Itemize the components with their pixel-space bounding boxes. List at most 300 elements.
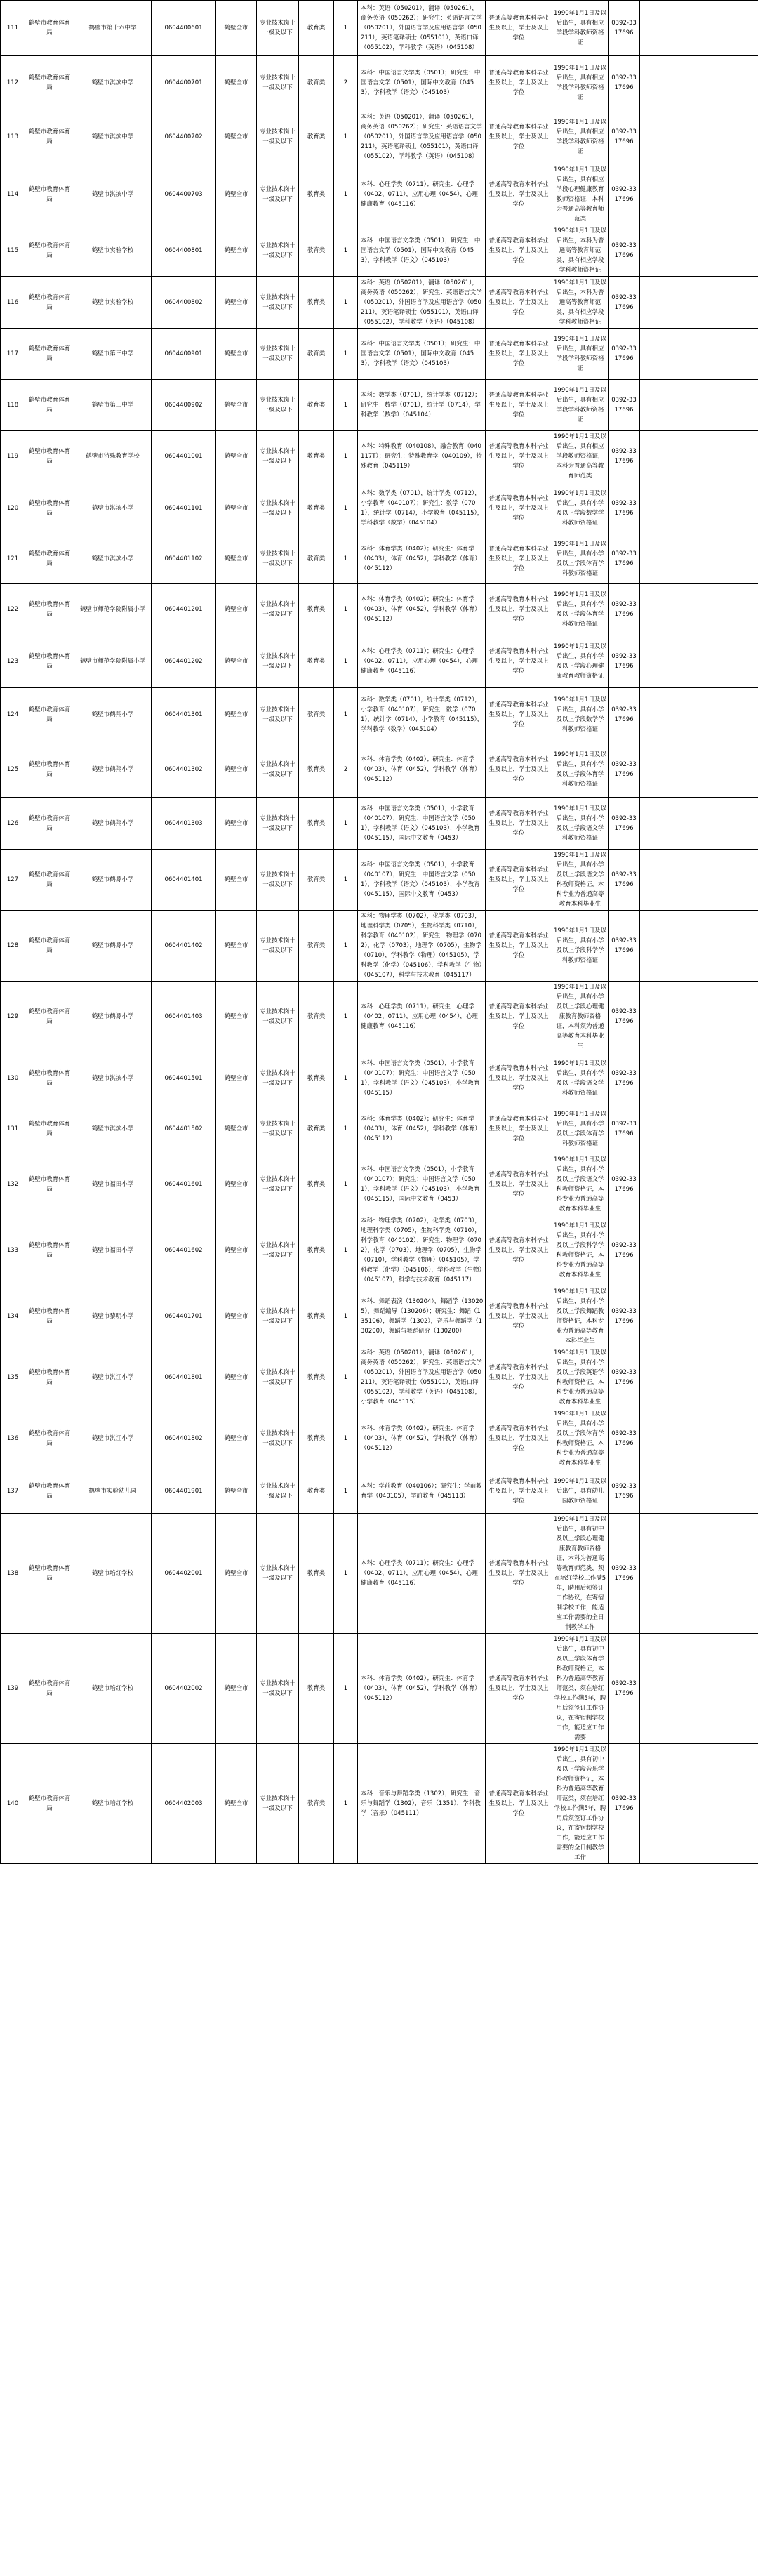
post-name: 教育类 bbox=[299, 798, 334, 850]
district-name: 鹤壁全市 bbox=[216, 584, 257, 635]
education-requirement: 普通高等教育本科毕业生及以上，学士及以上学位 bbox=[486, 635, 552, 688]
row-number: 130 bbox=[1, 1052, 25, 1104]
post-code: 0604401402 bbox=[152, 911, 216, 982]
post-code: 0604400702 bbox=[152, 110, 216, 164]
post-code: 0604401102 bbox=[152, 534, 216, 584]
unit-name: 鹤壁市黎明小学 bbox=[74, 1286, 152, 1347]
other-conditions: 1990年1月1日及以后出生，具有相应学段学科教师资格证 bbox=[552, 329, 609, 380]
post-category: 专业技术岗十一级及以下 bbox=[257, 635, 299, 688]
other-conditions: 1990年1月1日及以后出生，具有小学及以上学段科学学科教师资格证，本科专业为普通高等教育本科毕业生 bbox=[552, 1215, 609, 1286]
unit-name: 鹤壁市淇江小学 bbox=[74, 1408, 152, 1469]
major-requirement: 本科：心理学类（0711）；研究生：心理学（0402、0711），应用心理（0454），心理健康教育（045116） bbox=[358, 982, 486, 1052]
dept-name: 鹤壁市教育体育局 bbox=[25, 110, 74, 164]
empty-cell bbox=[640, 1634, 758, 1744]
row-number: 121 bbox=[1, 534, 25, 584]
contact-phone: 0392-3317696 bbox=[609, 1052, 640, 1104]
other-conditions: 1990年1月1日及以后出生，具有小学及以上学段体育学科教师资格证 bbox=[552, 741, 609, 798]
major-requirement: 本科：中国语言文学类（0501）；研究生：中国语言文学（0501），国际中文教育（0453），学科教学（语文）（045103） bbox=[358, 329, 486, 380]
contact-phone: 0392-3317696 bbox=[609, 1408, 640, 1469]
district-name: 鹤壁全市 bbox=[216, 1634, 257, 1744]
major-requirement: 本科：舞蹈表演（130204），舞蹈学（130205），舞蹈编导（130206）；研究生：舞蹈（135106），舞蹈学（1302），音乐与舞蹈学（130200），舞蹈与舞蹈研究（130200） bbox=[358, 1286, 486, 1347]
post-name: 教育类 bbox=[299, 380, 334, 431]
other-conditions: 1990年1月1日及以后出生，本科为普通高等教育师范类，具有相应学段学科教师资格证 bbox=[552, 225, 609, 277]
unit-name: 鹤壁市师范学院附属小学 bbox=[74, 584, 152, 635]
empty-cell bbox=[640, 688, 758, 741]
education-requirement: 普通高等教育本科毕业生及以上，学士及以上学位 bbox=[486, 741, 552, 798]
other-conditions: 1990年1月1日及以后出生，具有小学及以上学段语文学科教师资格证，本科专业为普通高等教育本科毕业生 bbox=[552, 850, 609, 911]
post-name: 教育类 bbox=[299, 1052, 334, 1104]
row-number: 119 bbox=[1, 431, 25, 482]
post-code: 0604401001 bbox=[152, 431, 216, 482]
post-name: 教育类 bbox=[299, 482, 334, 534]
unit-name: 鹤壁市淇滨小学 bbox=[74, 1104, 152, 1154]
row-number: 118 bbox=[1, 380, 25, 431]
contact-phone: 0392-3317696 bbox=[609, 164, 640, 225]
row-number: 122 bbox=[1, 584, 25, 635]
district-name: 鹤壁全市 bbox=[216, 1154, 257, 1215]
dept-name: 鹤壁市教育体育局 bbox=[25, 635, 74, 688]
row-number: 139 bbox=[1, 1634, 25, 1744]
empty-cell bbox=[640, 982, 758, 1052]
other-conditions: 1990年1月1日及以后出生，具有小学及以上学段舞蹈教师资格证，本科专业为普通高等教育本科毕业生 bbox=[552, 1286, 609, 1347]
headcount: 1 bbox=[334, 431, 358, 482]
other-conditions: 1990年1月1日及以后出生，具有小学及以上学段英语学科教师资格证，本科专业为普通高等教育本科毕业生 bbox=[552, 1347, 609, 1408]
table-row bbox=[1, 1286, 758, 1347]
post-category: 专业技术岗十一级及以下 bbox=[257, 110, 299, 164]
district-name: 鹤壁全市 bbox=[216, 1514, 257, 1634]
unit-name: 鹤壁市福田小学 bbox=[74, 1154, 152, 1215]
post-name: 教育类 bbox=[299, 110, 334, 164]
unit-name: 鹤壁市实验学校 bbox=[74, 225, 152, 277]
post-name: 教育类 bbox=[299, 982, 334, 1052]
education-requirement: 普通高等教育本科毕业生及以上，学士及以上学位 bbox=[486, 1104, 552, 1154]
dept-name: 鹤壁市教育体育局 bbox=[25, 1514, 74, 1634]
other-conditions: 1990年1月1日及以后出生，具有小学及以上学段数学学科教师资格证 bbox=[552, 482, 609, 534]
table-row bbox=[1, 1347, 758, 1408]
row-number: 127 bbox=[1, 850, 25, 911]
education-requirement: 普通高等教育本科毕业生及以上，学士及以上学位 bbox=[486, 225, 552, 277]
dept-name: 鹤壁市教育体育局 bbox=[25, 798, 74, 850]
contact-phone: 0392-3317696 bbox=[609, 277, 640, 329]
district-name: 鹤壁全市 bbox=[216, 911, 257, 982]
row-number: 120 bbox=[1, 482, 25, 534]
post-code: 0604400701 bbox=[152, 56, 216, 110]
contact-phone: 0392-3317696 bbox=[609, 1286, 640, 1347]
contact-phone: 0392-3317696 bbox=[609, 798, 640, 850]
post-code: 0604402001 bbox=[152, 1514, 216, 1634]
post-name: 教育类 bbox=[299, 225, 334, 277]
contact-phone: 0392-3317696 bbox=[609, 1634, 640, 1744]
education-requirement: 普通高等教育本科毕业生及以上，学士及以上学位 bbox=[486, 982, 552, 1052]
table-row bbox=[1, 534, 758, 584]
post-code: 0604402003 bbox=[152, 1744, 216, 1864]
other-conditions: 1990年1月1日及以后出生，具有小学及以上学段体育学科教师资格证 bbox=[552, 534, 609, 584]
post-code: 0604401501 bbox=[152, 1052, 216, 1104]
row-number: 129 bbox=[1, 982, 25, 1052]
other-conditions: 1990年1月1日及以后出生，具有幼儿园教师资格证 bbox=[552, 1469, 609, 1514]
post-code: 0604401401 bbox=[152, 850, 216, 911]
headcount: 2 bbox=[334, 741, 358, 798]
contact-phone: 0392-3317696 bbox=[609, 635, 640, 688]
post-name: 教育类 bbox=[299, 1469, 334, 1514]
district-name: 鹤壁全市 bbox=[216, 534, 257, 584]
post-category: 专业技术岗十一级及以下 bbox=[257, 534, 299, 584]
post-category: 专业技术岗十一级及以下 bbox=[257, 911, 299, 982]
table-row bbox=[1, 1634, 758, 1744]
major-requirement: 本科：特殊教育（040108），融合教育（040117T）；研究生：特殊教育学（040109），特殊教育（045119） bbox=[358, 431, 486, 482]
empty-cell bbox=[640, 110, 758, 164]
major-requirement: 本科：中国语言文学类（0501）；研究生：中国语言文学（0501），国际中文教育（0453），学科教学（语文）（045103） bbox=[358, 225, 486, 277]
headcount: 1 bbox=[334, 1469, 358, 1514]
contact-phone: 0392-3317696 bbox=[609, 1, 640, 56]
district-name: 鹤壁全市 bbox=[216, 164, 257, 225]
contact-phone: 0392-3317696 bbox=[609, 688, 640, 741]
post-code: 0604400901 bbox=[152, 329, 216, 380]
unit-name: 鹤壁市鹤源小学 bbox=[74, 850, 152, 911]
post-name: 教育类 bbox=[299, 329, 334, 380]
empty-cell bbox=[640, 380, 758, 431]
row-number: 135 bbox=[1, 1347, 25, 1408]
headcount: 1 bbox=[334, 534, 358, 584]
other-conditions: 1990年1月1日及以后出生，具有小学及以上学段体育学科教师资格证 bbox=[552, 584, 609, 635]
post-category: 专业技术岗十一级及以下 bbox=[257, 798, 299, 850]
contact-phone: 0392-3317696 bbox=[609, 534, 640, 584]
empty-cell bbox=[640, 1347, 758, 1408]
contact-phone: 0392-3317696 bbox=[609, 1104, 640, 1154]
table-row bbox=[1, 164, 758, 225]
post-category: 专业技术岗十一级及以下 bbox=[257, 741, 299, 798]
district-name: 鹤壁全市 bbox=[216, 482, 257, 534]
education-requirement: 普通高等教育本科毕业生及以上，学士及以上学位 bbox=[486, 1514, 552, 1634]
headcount: 1 bbox=[334, 482, 358, 534]
dept-name: 鹤壁市教育体育局 bbox=[25, 534, 74, 584]
post-name: 教育类 bbox=[299, 534, 334, 584]
post-category: 专业技术岗十一级及以下 bbox=[257, 1514, 299, 1634]
other-conditions: 1990年1月1日及以后出生，具有相应学段教师资格证，本科为普通高等教育师范类 bbox=[552, 431, 609, 482]
major-requirement: 本科：体育学类（0402）；研究生：体育学（0403），体育（0452），学科教学（体育）（045112） bbox=[358, 584, 486, 635]
unit-name: 鹤壁市鹤翔小学 bbox=[74, 798, 152, 850]
contact-phone: 0392-3317696 bbox=[609, 482, 640, 534]
post-category: 专业技术岗十一级及以下 bbox=[257, 277, 299, 329]
headcount: 1 bbox=[334, 850, 358, 911]
dept-name: 鹤壁市教育体育局 bbox=[25, 1104, 74, 1154]
education-requirement: 普通高等教育本科毕业生及以上，学士及以上学位 bbox=[486, 688, 552, 741]
empty-cell bbox=[640, 482, 758, 534]
education-requirement: 普通高等教育本科毕业生及以上，学士及以上学位 bbox=[486, 1052, 552, 1104]
education-requirement: 普通高等教育本科毕业生及以上，学士及以上学位 bbox=[486, 584, 552, 635]
unit-name: 鹤壁市淇滨中学 bbox=[74, 164, 152, 225]
dept-name: 鹤壁市教育体育局 bbox=[25, 584, 74, 635]
empty-cell bbox=[640, 431, 758, 482]
dept-name: 鹤壁市教育体育局 bbox=[25, 1347, 74, 1408]
post-category: 专业技术岗十一级及以下 bbox=[257, 225, 299, 277]
headcount: 1 bbox=[334, 1634, 358, 1744]
contact-phone: 0392-3317696 bbox=[609, 431, 640, 482]
post-code: 0604401901 bbox=[152, 1469, 216, 1514]
major-requirement: 本科：中国语言文学类（0501），小学教育（040107）；研究生：中国语言文学（0501），学科教学（语文）（045103），小学教育（045115） bbox=[358, 1052, 486, 1104]
education-requirement: 普通高等教育本科毕业生及以上，学士及以上学位 bbox=[486, 798, 552, 850]
post-name: 教育类 bbox=[299, 1408, 334, 1469]
unit-name: 鹤壁市鹤源小学 bbox=[74, 982, 152, 1052]
post-name: 教育类 bbox=[299, 1347, 334, 1408]
headcount: 1 bbox=[334, 329, 358, 380]
headcount: 1 bbox=[334, 1104, 358, 1154]
other-conditions: 1990年1月1日及以后出生，具有小学及以上学段体育学科教师资格证 bbox=[552, 1104, 609, 1154]
education-requirement: 普通高等教育本科毕业生及以上，学士及以上学位 bbox=[486, 534, 552, 584]
district-name: 鹤壁全市 bbox=[216, 1408, 257, 1469]
post-code: 0604401701 bbox=[152, 1286, 216, 1347]
unit-name: 鹤壁市培红学校 bbox=[74, 1744, 152, 1864]
post-name: 教育类 bbox=[299, 1514, 334, 1634]
major-requirement: 本科：学前教育（040106）；研究生：学前教育学（040105），学前教育（045118） bbox=[358, 1469, 486, 1514]
empty-cell bbox=[640, 164, 758, 225]
contact-phone: 0392-3317696 bbox=[609, 741, 640, 798]
contact-phone: 0392-3317696 bbox=[609, 1347, 640, 1408]
unit-name: 鹤壁市鹤源小学 bbox=[74, 911, 152, 982]
contact-phone: 0392-3317696 bbox=[609, 329, 640, 380]
post-code: 0604401101 bbox=[152, 482, 216, 534]
district-name: 鹤壁全市 bbox=[216, 1, 257, 56]
post-category: 专业技术岗十一级及以下 bbox=[257, 1215, 299, 1286]
education-requirement: 普通高等教育本科毕业生及以上，学士及以上学位 bbox=[486, 911, 552, 982]
major-requirement: 本科：体育学类（0402）；研究生：体育学（0403），体育（0452），学科教学（体育）（045112） bbox=[358, 1104, 486, 1154]
other-conditions: 1990年1月1日及以后出生，具有小学及以上学段语文学科教师资格证 bbox=[552, 1052, 609, 1104]
post-name: 教育类 bbox=[299, 1215, 334, 1286]
education-requirement: 普通高等教育本科毕业生及以上，学士及以上学位 bbox=[486, 1744, 552, 1864]
headcount: 1 bbox=[334, 688, 358, 741]
empty-cell bbox=[640, 225, 758, 277]
headcount: 1 bbox=[334, 380, 358, 431]
table-row bbox=[1, 1104, 758, 1154]
major-requirement: 本科：英语（050201），翻译（050261），商务英语（050262）；研究生：英语语言文学（050201），外国语言学及应用语言学（050211），英语笔译硕士（055101），英语口译（055102），学科教学（英语）（045108） bbox=[358, 277, 486, 329]
major-requirement: 本科：中国语言文学类（0501），小学教育（040107）；研究生：中国语言文学（0501），学科教学（语文）（045103），小学教育（045115），国际中文教育（0453） bbox=[358, 1154, 486, 1215]
education-requirement: 普通高等教育本科毕业生及以上，学士及以上学位 bbox=[486, 1215, 552, 1286]
major-requirement: 本科：物理学类（0702），化学类（0703），地理科学类（0705），生物科学类（0710），科学教育（040102）；研究生：物理学（0702），化学（0703），地理学（0705），生物学（0710），学科教学（物理）（045105），学科教学（化学）（045106），学科教学（生物）（045107），科学与技术教育（045117） bbox=[358, 911, 486, 982]
post-name: 教育类 bbox=[299, 277, 334, 329]
post-name: 教育类 bbox=[299, 584, 334, 635]
unit-name: 鹤壁市第三中学 bbox=[74, 380, 152, 431]
dept-name: 鹤壁市教育体育局 bbox=[25, 380, 74, 431]
table-row bbox=[1, 329, 758, 380]
major-requirement: 本科：数学类（0701），统计学类（0712）；研究生：数学（0701），统计学（0714），学科教学（数学）（045104） bbox=[358, 380, 486, 431]
major-requirement: 本科：英语（050201），翻译（050261），商务英语（050262）；研究生：英语语言文学（050201），外国语言学及应用语言学（050211），英语笔译硕士（055101），英语口译（055102），学科教学（英语）（045108） bbox=[358, 110, 486, 164]
major-requirement: 本科：英语（050201），翻译（050261），商务英语（050262）；研究生：英语语言文学（050201），外国语言学及应用语言学（050211），英语笔译硕士（055101），英语口译（055102），学科教学（英语）（045108），小学教育（045115） bbox=[358, 1347, 486, 1408]
headcount: 1 bbox=[334, 1, 358, 56]
post-category: 专业技术岗十一级及以下 bbox=[257, 1408, 299, 1469]
headcount: 1 bbox=[334, 982, 358, 1052]
district-name: 鹤壁全市 bbox=[216, 1469, 257, 1514]
empty-cell bbox=[640, 798, 758, 850]
row-number: 128 bbox=[1, 911, 25, 982]
dept-name: 鹤壁市教育体育局 bbox=[25, 1286, 74, 1347]
post-category: 专业技术岗十一级及以下 bbox=[257, 1, 299, 56]
other-conditions: 1990年1月1日及以后出生，本科为普通高等教育师范类，具有相应学段学科教师资格证 bbox=[552, 277, 609, 329]
empty-cell bbox=[640, 56, 758, 110]
education-requirement: 普通高等教育本科毕业生及以上，学士及以上学位 bbox=[486, 431, 552, 482]
post-category: 专业技术岗十一级及以下 bbox=[257, 1469, 299, 1514]
post-category: 专业技术岗十一级及以下 bbox=[257, 329, 299, 380]
post-category: 专业技术岗十一级及以下 bbox=[257, 1154, 299, 1215]
contact-phone: 0392-3317696 bbox=[609, 56, 640, 110]
dept-name: 鹤壁市教育体育局 bbox=[25, 1469, 74, 1514]
post-name: 教育类 bbox=[299, 911, 334, 982]
post-code: 0604401202 bbox=[152, 635, 216, 688]
major-requirement: 本科：数学类（0701），统计学类（0712），小学教育（040107）；研究生：数学（0701），统计学（0714），小学教育（045115），学科教学（数学）（045104） bbox=[358, 688, 486, 741]
district-name: 鹤壁全市 bbox=[216, 110, 257, 164]
empty-cell bbox=[640, 1, 758, 56]
row-number: 136 bbox=[1, 1408, 25, 1469]
row-number: 123 bbox=[1, 635, 25, 688]
other-conditions: 1990年1月1日及以后出生，具有初中及以上学段体育学科教师资格证，本科为普通高等教育师范类，须在培红学校工作满5年，聘用后须签订工作协议，在寄宿制学校工作，能适应工作需要 bbox=[552, 1634, 609, 1744]
major-requirement: 本科：英语（050201），翻译（050261），商务英语（050262）；研究生：英语语言文学（050201），外国语言学及应用语言学（050211），英语笔译硕士（055101），英语口译（055102），学科教学（英语）（045108） bbox=[358, 1, 486, 56]
headcount: 1 bbox=[334, 277, 358, 329]
other-conditions: 1990年1月1日及以后出生，具有小学及以上学段心理健康教育教师资格证，本科须为普通高等教育本科毕业生 bbox=[552, 982, 609, 1052]
other-conditions: 1990年1月1日及以后出生，具有小学及以上学段数学学科教师资格证 bbox=[552, 688, 609, 741]
post-name: 教育类 bbox=[299, 688, 334, 741]
post-name: 教育类 bbox=[299, 1744, 334, 1864]
dept-name: 鹤壁市教育体育局 bbox=[25, 56, 74, 110]
empty-cell bbox=[640, 584, 758, 635]
major-requirement: 本科：体育学类（0402）；研究生：体育学（0403），体育（0452），学科教学（体育）（045112） bbox=[358, 534, 486, 584]
contact-phone: 0392-3317696 bbox=[609, 110, 640, 164]
post-category: 专业技术岗十一级及以下 bbox=[257, 380, 299, 431]
post-code: 0604401201 bbox=[152, 584, 216, 635]
headcount: 1 bbox=[334, 1052, 358, 1104]
unit-name: 鹤壁市培红学校 bbox=[74, 1634, 152, 1744]
post-category: 专业技术岗十一级及以下 bbox=[257, 1104, 299, 1154]
table-row bbox=[1, 1408, 758, 1469]
empty-cell bbox=[640, 1286, 758, 1347]
post-name: 教育类 bbox=[299, 1104, 334, 1154]
district-name: 鹤壁全市 bbox=[216, 431, 257, 482]
row-number: 137 bbox=[1, 1469, 25, 1514]
empty-cell bbox=[640, 1104, 758, 1154]
district-name: 鹤壁全市 bbox=[216, 1347, 257, 1408]
education-requirement: 普通高等教育本科毕业生及以上，学士及以上学位 bbox=[486, 164, 552, 225]
dept-name: 鹤壁市教育体育局 bbox=[25, 431, 74, 482]
education-requirement: 普通高等教育本科毕业生及以上，学士及以上学位 bbox=[486, 1286, 552, 1347]
empty-cell bbox=[640, 1215, 758, 1286]
dept-name: 鹤壁市教育体育局 bbox=[25, 1408, 74, 1469]
table-row bbox=[1, 850, 758, 911]
other-conditions: 1990年1月1日及以后出生，具有相应学段学科教师资格证 bbox=[552, 56, 609, 110]
row-number: 133 bbox=[1, 1215, 25, 1286]
post-category: 专业技术岗十一级及以下 bbox=[257, 482, 299, 534]
contact-phone: 0392-3317696 bbox=[609, 1744, 640, 1864]
post-code: 0604400703 bbox=[152, 164, 216, 225]
table-row bbox=[1, 277, 758, 329]
major-requirement: 本科：中国语言文学类（0501），小学教育（040107）；研究生：中国语言文学（0501），学科教学（语文）（045103），小学教育（045115），国际中文教育（0453） bbox=[358, 850, 486, 911]
major-requirement: 本科：物理学类（0702），化学类（0703），地理科学类（0705），生物科学类（0710），科学教育（040102）；研究生：物理学（0702），化学（0703），地理学（0705），生物学（0710），学科教学（物理）（045105），学科教学（化学）（045106），学科教学（生物）（045107），科学与技术教育（045117） bbox=[358, 1215, 486, 1286]
empty-cell bbox=[640, 1514, 758, 1634]
headcount: 2 bbox=[334, 56, 358, 110]
empty-cell bbox=[640, 277, 758, 329]
table-row bbox=[1, 635, 758, 688]
headcount: 1 bbox=[334, 225, 358, 277]
post-code: 0604401301 bbox=[152, 688, 216, 741]
post-category: 专业技术岗十一级及以下 bbox=[257, 1744, 299, 1864]
post-name: 教育类 bbox=[299, 635, 334, 688]
row-number: 124 bbox=[1, 688, 25, 741]
education-requirement: 普通高等教育本科毕业生及以上，学士及以上学位 bbox=[486, 56, 552, 110]
major-requirement: 本科：音乐与舞蹈学类（1302）；研究生：音乐与舞蹈学（1302），音乐（1351），学科教学（音乐）（045111） bbox=[358, 1744, 486, 1864]
table-row bbox=[1, 911, 758, 982]
major-requirement: 本科：心理学类（0711）；研究生：心理学（0402、0711），应用心理（0454），心理健康教育（045116） bbox=[358, 635, 486, 688]
empty-cell bbox=[640, 741, 758, 798]
table-row bbox=[1, 380, 758, 431]
dept-name: 鹤壁市教育体育局 bbox=[25, 1215, 74, 1286]
education-requirement: 普通高等教育本科毕业生及以上，学士及以上学位 bbox=[486, 329, 552, 380]
post-name: 教育类 bbox=[299, 56, 334, 110]
other-conditions: 1990年1月1日及以后出生，具有相应学段学科教师资格证 bbox=[552, 110, 609, 164]
headcount: 1 bbox=[334, 798, 358, 850]
post-code: 0604402002 bbox=[152, 1634, 216, 1744]
major-requirement: 本科：体育学类（0402）；研究生：体育学（0403），体育（0452），学科教学（体育）（045112） bbox=[358, 1634, 486, 1744]
unit-name: 鹤壁市淇滨小学 bbox=[74, 1052, 152, 1104]
post-code: 0604400801 bbox=[152, 225, 216, 277]
dept-name: 鹤壁市教育体育局 bbox=[25, 1, 74, 56]
contact-phone: 0392-3317696 bbox=[609, 380, 640, 431]
post-name: 教育类 bbox=[299, 1, 334, 56]
education-requirement: 普通高等教育本科毕业生及以上，学士及以上学位 bbox=[486, 380, 552, 431]
other-conditions: 1990年1月1日及以后出生，具有相应学段学科教师资格证 bbox=[552, 380, 609, 431]
other-conditions: 1990年1月1日及以后出生，具有相应学段心理健康教育教师资格证，本科为普通高等教育师范类 bbox=[552, 164, 609, 225]
post-category: 专业技术岗十一级及以下 bbox=[257, 982, 299, 1052]
dept-name: 鹤壁市教育体育局 bbox=[25, 1154, 74, 1215]
empty-cell bbox=[640, 1408, 758, 1469]
unit-name: 鹤壁市培红学校 bbox=[74, 1514, 152, 1634]
post-code: 0604401801 bbox=[152, 1347, 216, 1408]
district-name: 鹤壁全市 bbox=[216, 56, 257, 110]
table-row bbox=[1, 110, 758, 164]
empty-cell bbox=[640, 850, 758, 911]
table-body bbox=[1, 1, 758, 1864]
post-category: 专业技术岗十一级及以下 bbox=[257, 1634, 299, 1744]
dept-name: 鹤壁市教育体育局 bbox=[25, 911, 74, 982]
table-row bbox=[1, 1514, 758, 1634]
post-code: 0604401303 bbox=[152, 798, 216, 850]
post-category: 专业技术岗十一级及以下 bbox=[257, 56, 299, 110]
row-number: 112 bbox=[1, 56, 25, 110]
empty-cell bbox=[640, 534, 758, 584]
contact-phone: 0392-3317696 bbox=[609, 1215, 640, 1286]
post-category: 专业技术岗十一级及以下 bbox=[257, 431, 299, 482]
education-requirement: 普通高等教育本科毕业生及以上，学士及以上学位 bbox=[486, 850, 552, 911]
education-requirement: 普通高等教育本科毕业生及以上，学士及以上学位 bbox=[486, 1, 552, 56]
education-requirement: 普通高等教育本科毕业生及以上，学士及以上学位 bbox=[486, 1408, 552, 1469]
dept-name: 鹤壁市教育体育局 bbox=[25, 277, 74, 329]
headcount: 1 bbox=[334, 1215, 358, 1286]
row-number: 134 bbox=[1, 1286, 25, 1347]
post-name: 教育类 bbox=[299, 1154, 334, 1215]
post-code: 0604401302 bbox=[152, 741, 216, 798]
district-name: 鹤壁全市 bbox=[216, 1052, 257, 1104]
district-name: 鹤壁全市 bbox=[216, 1215, 257, 1286]
unit-name: 鹤壁市第十六中学 bbox=[74, 1, 152, 56]
dept-name: 鹤壁市教育体育局 bbox=[25, 482, 74, 534]
headcount: 1 bbox=[334, 584, 358, 635]
district-name: 鹤壁全市 bbox=[216, 635, 257, 688]
empty-cell bbox=[640, 1469, 758, 1514]
contact-phone: 0392-3317696 bbox=[609, 1154, 640, 1215]
table-row bbox=[1, 1744, 758, 1864]
district-name: 鹤壁全市 bbox=[216, 225, 257, 277]
contact-phone: 0392-3317696 bbox=[609, 982, 640, 1052]
headcount: 1 bbox=[334, 635, 358, 688]
contact-phone: 0392-3317696 bbox=[609, 225, 640, 277]
table-row bbox=[1, 584, 758, 635]
post-category: 专业技术岗十一级及以下 bbox=[257, 1347, 299, 1408]
